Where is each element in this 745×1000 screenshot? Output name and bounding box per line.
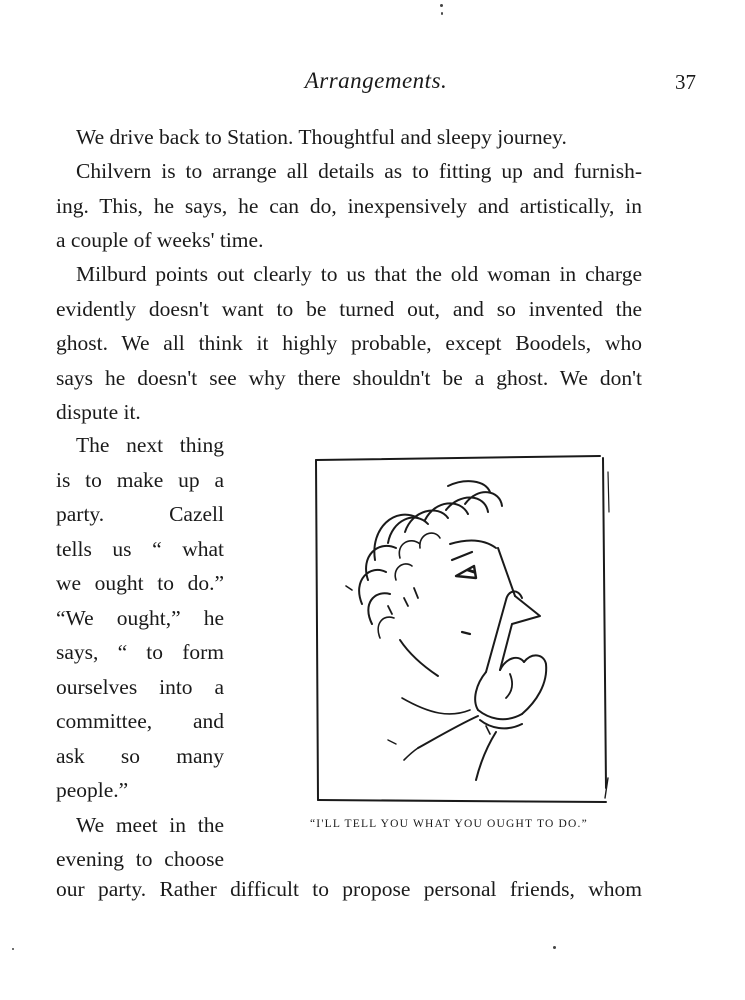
text-line: The next thing xyxy=(76,433,224,457)
text-line: ask so many xyxy=(56,743,224,768)
text-line: Chilvern is to arrange all details as to fitting up and furnish- xyxy=(76,159,642,183)
text-line: tells us “ what xyxy=(56,536,224,561)
illustration-profile-icon xyxy=(300,448,618,808)
text-line: ghost. We all think it highly probable, except Boodels, who xyxy=(56,331,642,355)
text-line: ourselves into a xyxy=(56,674,224,699)
paragraph-5-continuation xyxy=(56,872,642,907)
text-line: Milburd points out clearly to us that the old woman in charge xyxy=(76,262,642,286)
paragraph-2 xyxy=(56,154,642,258)
text-line: people.” xyxy=(56,778,129,802)
text-line: We drive back to Station. Thoughtful and sleepy journey. xyxy=(76,125,567,149)
text-line: says he doesn't see why there shouldn't be a ghost. We don't xyxy=(56,365,642,390)
illustration-figure xyxy=(300,448,618,808)
text-line: dispute it. xyxy=(56,400,141,424)
figure-caption: “I'LL TELL YOU WHAT YOU OUGHT TO DO.” xyxy=(310,818,588,830)
text-line: party. Cazell xyxy=(56,502,224,526)
paragraph-4 xyxy=(56,428,224,877)
print-speck xyxy=(12,948,14,950)
text-line: our party. Rather difficult to propose personal friends, whom xyxy=(56,877,642,901)
text-line: committee, and xyxy=(56,709,224,733)
text-line: a couple of weeks' time. xyxy=(56,228,264,252)
print-speck xyxy=(441,12,443,15)
text-line: ing. This, he says, he can do, inexpensively and artistically, in xyxy=(56,193,642,218)
text-line: is to make up a xyxy=(56,467,224,492)
print-speck xyxy=(440,4,443,7)
paragraph-3 xyxy=(56,257,642,430)
text-line: we ought to do.” xyxy=(56,571,224,595)
text-line: says, “ to form xyxy=(56,640,224,664)
print-speck xyxy=(553,946,556,949)
text-line: evening to choose xyxy=(56,847,224,871)
text-line: evidently doesn't want to be turned out, and so invented the xyxy=(56,296,642,321)
running-head xyxy=(56,68,696,98)
paragraph-1 xyxy=(56,120,642,155)
text-line: “We ought,” he xyxy=(56,605,224,630)
page-number: 37 xyxy=(675,70,696,94)
running-title: Arrangements. xyxy=(304,68,448,93)
text-line: We meet in the xyxy=(76,812,224,837)
